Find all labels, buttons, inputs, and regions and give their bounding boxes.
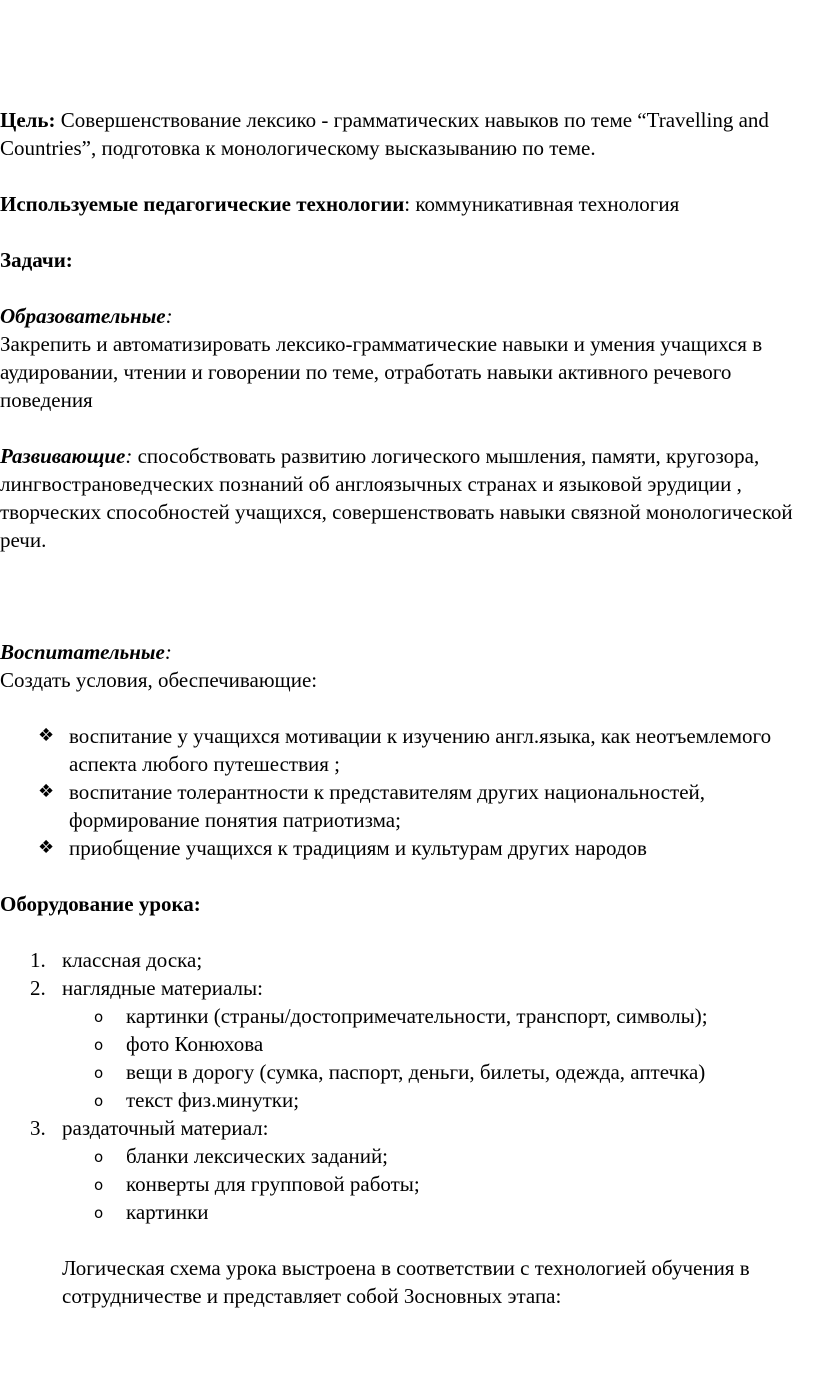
developing-paragraph [0, 442, 814, 554]
developing-label: Развивающие [0, 444, 126, 468]
circle-bullet-icon: o [94, 1036, 104, 1054]
list-item [0, 974, 814, 1114]
list-item [0, 778, 814, 834]
sub-list-item: o вещи в дорогу (сумка, паспорт, деньги, билеты, одежда, аптечка) [62, 1058, 814, 1086]
list-item-text: приобщение учащихся к традициям и культурам других народов [69, 836, 647, 860]
diamond-bullet-icon: ❖ [38, 837, 55, 858]
upbringing-heading [0, 638, 814, 666]
sub-list-item: o фото Конюхова [62, 1030, 814, 1058]
educational-label: Образовательные [0, 304, 166, 328]
goal-paragraph [0, 106, 814, 162]
list-item-text: воспитание у учащихся мотивации к изучению англ.языка, как неотъемлемого аспекта любого путешествия ; [69, 724, 772, 776]
sub-list-item: o конверты для групповой работы; [62, 1170, 814, 1198]
equipment-heading: Оборудование урока: [0, 892, 201, 916]
goal-label: Цель: [0, 108, 56, 132]
list-item-text: наглядные материалы: [62, 976, 263, 1000]
circle-bullet-icon: o [94, 1176, 104, 1194]
sub-list-item: o картинки [62, 1198, 814, 1226]
developing-text: способствовать развитию логического мышления, памяти, кругозора, лингвострановедческих познаний об англоязычных странах и языковой эрудиции , творческих способностей учащихся, совершенствовать навыки связной монологической речи. [0, 444, 793, 552]
list-item [0, 1114, 814, 1226]
educational-colon: : [165, 304, 173, 328]
tech-text: : коммуникативная технология [404, 192, 680, 216]
list-item [0, 834, 814, 862]
circle-bullet-icon: o [94, 1204, 104, 1222]
list-item-text: воспитание толерантности к представителям других национальностей, формирование понятия патриотизма; [69, 780, 706, 832]
upbringing-intro: Создать условия, обеспечивающие: [0, 668, 318, 692]
tasks-heading: Задачи: [0, 248, 73, 272]
list-number: 1. [30, 948, 46, 972]
closing-paragraph: Логическая схема урока выстроена в соответствии с технологией обучения в сотрудничестве и представляет собой 3основных этапа: [62, 1256, 750, 1308]
circle-bullet-icon: o [94, 1008, 104, 1026]
list-number: 3. [30, 1116, 46, 1140]
tech-label: Используемые педагогические технологии [0, 192, 405, 216]
circle-bullet-icon: o [94, 1064, 104, 1082]
circle-bullet-icon: o [94, 1148, 104, 1166]
goal-text: Совершенствование лексико - грамматических навыков по теме “Travelling and Countries”, подготовка к монологическому высказыванию по теме. [0, 108, 769, 160]
list-item [0, 722, 814, 778]
sub-list [62, 1142, 814, 1226]
upbringing-list [0, 722, 814, 862]
document-page [0, 106, 814, 1310]
sub-list [62, 1002, 814, 1114]
developing-colon: : [125, 444, 133, 468]
list-number: 2. [30, 976, 46, 1000]
sub-list-item: o текст физ.минутки; [62, 1086, 814, 1114]
upbringing-colon: : [164, 640, 172, 664]
list-item-text: раздаточный материал: [62, 1116, 269, 1140]
sub-list-item: o бланки лексических заданий; [62, 1142, 814, 1170]
educational-heading [0, 302, 814, 330]
educational-text: Закрепить и автоматизировать лексико-грамматические навыки и умения учащихся в аудировании, чтении и говорении по теме, отработать навыки активного речевого поведения [0, 332, 763, 412]
tech-paragraph [0, 190, 814, 218]
list-item-text: классная доска; [62, 948, 203, 972]
diamond-bullet-icon: ❖ [38, 781, 55, 802]
sub-list-item: o картинки (страны/достопримечательности, транспорт, символы); [62, 1002, 814, 1030]
diamond-bullet-icon: ❖ [38, 725, 55, 746]
circle-bullet-icon: o [94, 1092, 104, 1110]
equipment-list [0, 946, 814, 1226]
list-item [0, 946, 814, 974]
upbringing-label: Воспитательные [0, 640, 165, 664]
